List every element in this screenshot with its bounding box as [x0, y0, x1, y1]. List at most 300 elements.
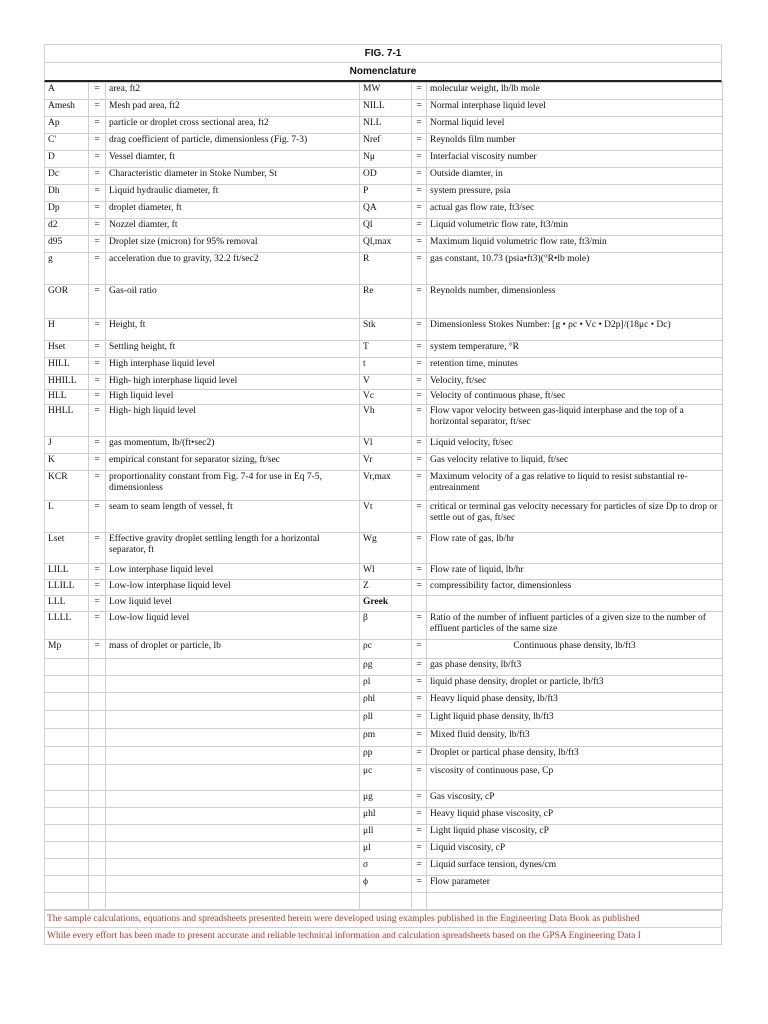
right-symbol: Vc [360, 390, 412, 405]
left-definition: area, ft2 [106, 83, 360, 100]
table-row [45, 83, 723, 100]
right-equals: = [412, 640, 427, 659]
table-row [45, 405, 723, 437]
right-definition: Normal liquid level [427, 117, 723, 134]
left-equals [89, 842, 106, 859]
left-symbol: Lset [45, 533, 89, 564]
right-definition: compressibility factor, dimensionless [427, 580, 723, 596]
right-symbol: σ [360, 859, 412, 876]
left-equals: = [89, 83, 106, 100]
left-equals [89, 765, 106, 791]
right-symbol: μll [360, 825, 412, 842]
left-symbol: HILL [45, 358, 89, 375]
table-row [45, 596, 723, 612]
right-symbol: R [360, 253, 412, 285]
table-row [45, 202, 723, 219]
left-symbol [45, 676, 89, 693]
table-row [45, 612, 723, 640]
left-equals [89, 893, 106, 910]
right-equals: = [412, 533, 427, 564]
left-symbol: J [45, 437, 89, 454]
right-definition: Outside diamter, in [427, 168, 723, 185]
right-definition: Normal interphase liquid level [427, 100, 723, 117]
left-definition: mass of droplet or particle, lb [106, 640, 360, 659]
right-equals: = [412, 676, 427, 693]
table-row [45, 791, 723, 808]
left-equals: = [89, 437, 106, 454]
left-symbol: d95 [45, 236, 89, 253]
left-symbol [45, 747, 89, 765]
table-row [45, 134, 723, 151]
left-definition: drag coefficient of particle, dimensionless (Fig. 7-3) [106, 134, 360, 151]
sheet-title: Nomenclature [44, 62, 722, 82]
right-equals: = [412, 825, 427, 842]
table-row [45, 151, 723, 168]
left-definition: Low interphase liquid level [106, 564, 360, 580]
right-equals: = [412, 285, 427, 319]
table-row [45, 253, 723, 285]
right-equals: = [412, 711, 427, 729]
left-symbol: Ap [45, 117, 89, 134]
right-definition [427, 596, 723, 612]
right-definition: retention time, minutes [427, 358, 723, 375]
left-equals: = [89, 219, 106, 236]
table-row [45, 876, 723, 893]
left-symbol: Amesh [45, 100, 89, 117]
left-symbol: H [45, 319, 89, 341]
right-symbol: NILL [360, 100, 412, 117]
right-symbol: Wl [360, 564, 412, 580]
right-definition: Flow rate of liquid, lb/hr [427, 564, 723, 580]
right-symbol: μc [360, 765, 412, 791]
left-definition: Droplet size (micron) for 95% removal [106, 236, 360, 253]
left-symbol: Mp [45, 640, 89, 659]
left-equals: = [89, 533, 106, 564]
right-definition: Maximum velocity of a gas relative to liquid to resist substantial re-entreainment [427, 471, 723, 501]
table-row [45, 580, 723, 596]
right-equals: = [412, 747, 427, 765]
table-row [45, 747, 723, 765]
right-equals: = [412, 185, 427, 202]
table-row [45, 390, 723, 405]
right-definition: system pressure, psia [427, 185, 723, 202]
left-definition: Liquid hydraulic diameter, ft [106, 185, 360, 202]
right-symbol: ρp [360, 747, 412, 765]
table-row [45, 236, 723, 253]
left-symbol [45, 659, 89, 676]
right-definition: Dimensionless Stokes Number: [g • ρc • Vc • D2p]/(18μc • Dc) [427, 319, 723, 341]
table-row [45, 693, 723, 711]
left-equals: = [89, 596, 106, 612]
table-row [45, 825, 723, 842]
right-definition: Velocity, ft/sec [427, 375, 723, 390]
left-symbol: KCR [45, 471, 89, 501]
left-symbol [45, 808, 89, 825]
table-row [45, 676, 723, 693]
left-equals [89, 747, 106, 765]
right-symbol: OD [360, 168, 412, 185]
left-symbol: LLL [45, 596, 89, 612]
left-equals: = [89, 168, 106, 185]
table-row [45, 765, 723, 791]
left-definition: Low-low liquid level [106, 612, 360, 640]
figure-number: FIG. 7-1 [44, 44, 722, 62]
right-definition: Velocity of continuous phase, ft/sec [427, 390, 723, 405]
table-row [45, 859, 723, 876]
right-definition: Flow parameter [427, 876, 723, 893]
left-definition [106, 765, 360, 791]
nomenclature-sheet [44, 44, 722, 945]
table-row [45, 185, 723, 202]
table-row [45, 533, 723, 564]
notes-table [44, 910, 722, 945]
left-symbol: Hset [45, 341, 89, 358]
right-symbol: t [360, 358, 412, 375]
right-symbol: μg [360, 791, 412, 808]
left-definition: Low-low interphase liquid level [106, 580, 360, 596]
right-symbol: Nref [360, 134, 412, 151]
right-equals: = [412, 358, 427, 375]
right-definition: gas phase density, lb/ft3 [427, 659, 723, 676]
left-definition: gas momentum, lb/(ft•sec2) [106, 437, 360, 454]
left-definition: acceleration due to gravity, 32.2 ft/sec2 [106, 253, 360, 285]
left-equals [89, 876, 106, 893]
disclaimer-note-1: The sample calculations, equations and spreadsheets presented herein were developed using examples published in the Engineering Data Book as published [45, 911, 722, 928]
left-equals: = [89, 580, 106, 596]
right-symbol: ρll [360, 711, 412, 729]
left-definition: Nozzel diamter, ft [106, 219, 360, 236]
left-symbol [45, 791, 89, 808]
right-definition: Liquid viscosity, cP [427, 842, 723, 859]
left-equals [89, 859, 106, 876]
right-symbol: Stk [360, 319, 412, 341]
left-definition: seam to seam length of vessel, ft [106, 501, 360, 533]
left-equals: = [89, 236, 106, 253]
right-definition: Liquid surface tension, dynes/cm [427, 859, 723, 876]
right-equals: = [412, 100, 427, 117]
left-definition: Vessel diamter, ft [106, 151, 360, 168]
left-symbol: LLLL [45, 612, 89, 640]
left-definition [106, 711, 360, 729]
left-definition [106, 659, 360, 676]
right-symbol: T [360, 341, 412, 358]
right-equals [412, 893, 427, 910]
right-symbol: Greek [360, 596, 412, 612]
left-symbol: D [45, 151, 89, 168]
right-symbol: Vr [360, 454, 412, 471]
right-equals: = [412, 842, 427, 859]
table-row [45, 100, 723, 117]
right-symbol: Ql [360, 219, 412, 236]
left-definition: particle or droplet cross sectional area, ft2 [106, 117, 360, 134]
left-symbol: HLL [45, 390, 89, 405]
right-symbol: Wg [360, 533, 412, 564]
left-symbol: L [45, 501, 89, 533]
left-equals: = [89, 285, 106, 319]
table-row [45, 729, 723, 747]
table-row [45, 437, 723, 454]
left-definition [106, 676, 360, 693]
right-equals [412, 596, 427, 612]
left-equals: = [89, 375, 106, 390]
right-definition [427, 893, 723, 910]
right-equals: = [412, 765, 427, 791]
left-equals: = [89, 471, 106, 501]
right-definition: Liquid velocity, ft/sec [427, 437, 723, 454]
right-definition: Mixed fluid density, lb/ft3 [427, 729, 723, 747]
left-definition: Settling height, ft [106, 341, 360, 358]
left-symbol: g [45, 253, 89, 285]
right-symbol: ρm [360, 729, 412, 747]
right-definition: Ratio of the number of influent particles of a given size to the number of effluent particles of the same size [427, 612, 723, 640]
right-symbol: NLL [360, 117, 412, 134]
table-row [45, 117, 723, 134]
right-symbol: ϕ [360, 876, 412, 893]
right-symbol: ρhl [360, 693, 412, 711]
right-equals: = [412, 168, 427, 185]
right-equals: = [412, 405, 427, 437]
left-symbol: LILL [45, 564, 89, 580]
left-equals: = [89, 640, 106, 659]
left-equals [89, 729, 106, 747]
right-equals: = [412, 876, 427, 893]
right-definition: actual gas flow rate, ft3/sec [427, 202, 723, 219]
right-definition: Light liquid phase viscosity, cP [427, 825, 723, 842]
left-definition: High liquid level [106, 390, 360, 405]
right-symbol: μl [360, 842, 412, 859]
left-definition: High- high liquid level [106, 405, 360, 437]
left-equals: = [89, 185, 106, 202]
right-equals: = [412, 375, 427, 390]
right-symbol: MW [360, 83, 412, 100]
right-equals: = [412, 859, 427, 876]
right-symbol [360, 893, 412, 910]
left-definition: Effective gravity droplet settling length for a horizontal separator, ft [106, 533, 360, 564]
table-row [45, 219, 723, 236]
right-symbol: Vt [360, 501, 412, 533]
right-equals: = [412, 151, 427, 168]
right-definition: gas constant, 10.73 (psia•ft3)(°R•lb mole) [427, 253, 723, 285]
table-row [45, 659, 723, 676]
left-symbol: A [45, 83, 89, 100]
left-equals [89, 825, 106, 842]
left-symbol: Dp [45, 202, 89, 219]
right-symbol: Vr,max [360, 471, 412, 501]
right-symbol: μhl [360, 808, 412, 825]
left-equals: = [89, 202, 106, 219]
left-definition: proportionality constant from Fig. 7-4 for use in Eq 7-5, dimensionless [106, 471, 360, 501]
right-equals: = [412, 319, 427, 341]
left-equals: = [89, 405, 106, 437]
left-definition [106, 747, 360, 765]
right-equals: = [412, 580, 427, 596]
table-row [45, 640, 723, 659]
right-symbol: QA [360, 202, 412, 219]
right-definition: Interfacial viscosity number [427, 151, 723, 168]
right-definition: Light liquid phase density, lb/ft3 [427, 711, 723, 729]
right-equals: = [412, 117, 427, 134]
left-equals: = [89, 358, 106, 375]
right-definition: Heavy liquid phase density, lb/ft3 [427, 693, 723, 711]
left-definition [106, 693, 360, 711]
left-symbol [45, 693, 89, 711]
right-equals: = [412, 791, 427, 808]
right-equals: = [412, 341, 427, 358]
left-definition: Height, ft [106, 319, 360, 341]
right-equals: = [412, 693, 427, 711]
right-equals: = [412, 202, 427, 219]
table-row [45, 564, 723, 580]
left-equals: = [89, 564, 106, 580]
table-row [45, 341, 723, 358]
right-equals: = [412, 236, 427, 253]
left-symbol: d2 [45, 219, 89, 236]
right-symbol: Vh [360, 405, 412, 437]
right-definition: Droplet or partical phase density, lb/ft3 [427, 747, 723, 765]
left-equals [89, 808, 106, 825]
left-symbol [45, 825, 89, 842]
left-definition: droplet diameter, ft [106, 202, 360, 219]
table-row [45, 454, 723, 471]
left-symbol [45, 765, 89, 791]
right-equals: = [412, 390, 427, 405]
right-symbol: Nμ [360, 151, 412, 168]
left-equals: = [89, 454, 106, 471]
table-row [45, 319, 723, 341]
left-definition: empirical constant for separator sizing, ft/sec [106, 454, 360, 471]
left-equals: = [89, 151, 106, 168]
left-symbol: K [45, 454, 89, 471]
table-row [45, 471, 723, 501]
left-definition: High- high interphase liquid level [106, 375, 360, 390]
table-row [45, 501, 723, 533]
right-definition: Reynolds film number [427, 134, 723, 151]
left-equals [89, 676, 106, 693]
left-equals [89, 711, 106, 729]
left-definition [106, 808, 360, 825]
left-equals: = [89, 100, 106, 117]
right-definition: system temperature, °R [427, 341, 723, 358]
right-equals: = [412, 437, 427, 454]
right-symbol: Vl [360, 437, 412, 454]
left-equals: = [89, 253, 106, 285]
right-equals: = [412, 612, 427, 640]
left-equals: = [89, 341, 106, 358]
right-equals: = [412, 659, 427, 676]
right-equals: = [412, 808, 427, 825]
right-symbol: Z [360, 580, 412, 596]
right-definition: Gas viscosity, cP [427, 791, 723, 808]
right-equals: = [412, 564, 427, 580]
left-symbol: C' [45, 134, 89, 151]
left-equals [89, 659, 106, 676]
left-symbol: HHILL [45, 375, 89, 390]
table-row [45, 168, 723, 185]
right-definition: Gas velocity relative to liquid, ft/sec [427, 454, 723, 471]
right-definition: viscosity of continuous pase, Cp [427, 765, 723, 791]
right-symbol: V [360, 375, 412, 390]
left-definition [106, 859, 360, 876]
left-equals: = [89, 134, 106, 151]
right-definition: molecular weight, lb/lb mole [427, 83, 723, 100]
left-symbol: Dc [45, 168, 89, 185]
left-definition [106, 893, 360, 910]
right-symbol: β [360, 612, 412, 640]
left-definition: High interphase liquid level [106, 358, 360, 375]
right-equals: = [412, 83, 427, 100]
left-symbol [45, 876, 89, 893]
right-equals: = [412, 454, 427, 471]
left-equals: = [89, 501, 106, 533]
right-symbol: ρc [360, 640, 412, 659]
left-symbol: LLILL [45, 580, 89, 596]
left-equals: = [89, 319, 106, 341]
right-symbol: ρg [360, 659, 412, 676]
right-definition: critical or terminal gas velocity necessary for particles of size Dp to drop or settle out of gas, ft/sec [427, 501, 723, 533]
right-equals: = [412, 501, 427, 533]
left-equals [89, 791, 106, 808]
right-equals: = [412, 219, 427, 236]
left-definition [106, 842, 360, 859]
left-symbol [45, 859, 89, 876]
table-row [45, 358, 723, 375]
left-equals: = [89, 117, 106, 134]
left-definition: Gas-oil ratio [106, 285, 360, 319]
left-symbol: HHLL [45, 405, 89, 437]
right-definition: Flow vapor velocity between gas-liquid interphase and the top of a horizontal separator, ft/sec [427, 405, 723, 437]
left-symbol [45, 893, 89, 910]
nomenclature-table [44, 82, 723, 910]
left-symbol: Dh [45, 185, 89, 202]
left-equals [89, 693, 106, 711]
table-row [45, 842, 723, 859]
right-equals: = [412, 729, 427, 747]
left-definition [106, 876, 360, 893]
left-definition: Low liquid level [106, 596, 360, 612]
right-definition: Heavy liquid phase viscosity, cP [427, 808, 723, 825]
right-symbol: Ql,max [360, 236, 412, 253]
right-definition: Flow rate of gas, lb/hr [427, 533, 723, 564]
left-definition [106, 825, 360, 842]
left-definition [106, 729, 360, 747]
right-definition: Maximum liquid volumetric flow rate, ft3/min [427, 236, 723, 253]
right-symbol: ρl [360, 676, 412, 693]
left-symbol [45, 711, 89, 729]
table-row [45, 375, 723, 390]
table-row [45, 808, 723, 825]
table-row [45, 285, 723, 319]
left-equals: = [89, 390, 106, 405]
left-definition: Mesh pad area, ft2 [106, 100, 360, 117]
left-definition [106, 791, 360, 808]
right-definition: Liquid volumetric flow rate, ft3/min [427, 219, 723, 236]
left-symbol [45, 842, 89, 859]
left-symbol: GOR [45, 285, 89, 319]
right-definition: Continuous phase density, lb/ft3 [427, 640, 723, 659]
right-definition: liquid phase density, droplet or particle, lb/ft3 [427, 676, 723, 693]
right-symbol: Re [360, 285, 412, 319]
right-symbol: P [360, 185, 412, 202]
left-equals: = [89, 612, 106, 640]
table-row [45, 893, 723, 910]
right-definition: Reynolds number, dimensionless [427, 285, 723, 319]
table-row [45, 711, 723, 729]
right-equals: = [412, 134, 427, 151]
left-symbol [45, 729, 89, 747]
disclaimer-note-2: While every effort has been made to present accurate and reliable technical information and calculation spreadsheets based on the GPSA Engineering Data I [45, 928, 722, 945]
left-definition: Characteristic diameter in Stoke Number, St [106, 168, 360, 185]
right-equals: = [412, 471, 427, 501]
